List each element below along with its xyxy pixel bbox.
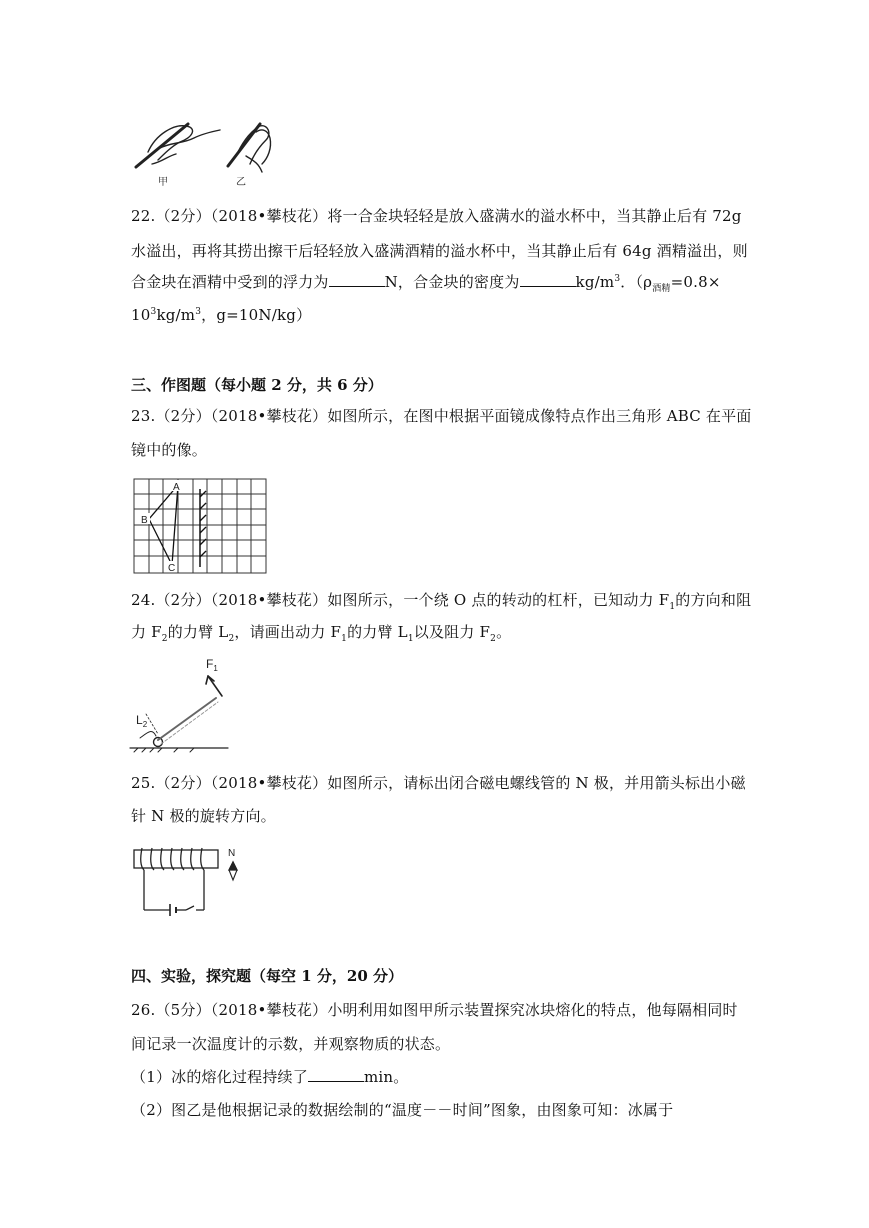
q22-text-a: 合金块在酒精中受到的浮力为 xyxy=(131,273,329,291)
q24-t3: ，请画出动力 F xyxy=(234,623,342,641)
q24-t4: 的力臂 L xyxy=(347,623,408,641)
label-l2-main: L xyxy=(136,713,143,727)
q22-text-b: N，合金块的密度为 xyxy=(384,273,520,291)
q22-sub-d: 酒精 xyxy=(652,284,671,294)
solenoid-figure xyxy=(130,840,250,920)
q25-line1: 25.（2分）（2018•攀枝花）如图所示，请标出闭合磁电螺线管的 N 极，并用箭头标出小磁 xyxy=(131,774,746,792)
label-f1 xyxy=(206,657,218,673)
q22-sup-10: 3 xyxy=(150,307,157,317)
q22-text-e: =0.8× xyxy=(670,273,721,291)
label-yi: 乙 xyxy=(236,177,246,188)
q24-t5: 以及阻力 F xyxy=(413,623,491,641)
q22-text-g: ，g=10N/kg） xyxy=(201,306,312,324)
q24-s4: 1 xyxy=(407,634,414,644)
section3-title: 三、作图题（每小题 2 分，共 6 分） xyxy=(131,376,383,394)
q22-answer-blank-density[interactable] xyxy=(520,272,576,287)
q22-line4 xyxy=(131,305,311,325)
q22-text-10: 10 xyxy=(131,306,151,324)
hands-figure xyxy=(128,112,288,190)
mirror-grid-figure xyxy=(132,477,272,577)
q22-line2: 水溢出，再将其捞出擦干后轻轻放入盛满酒精的溢水杯中，当其静止后有 64g 酒精溢出，则 xyxy=(131,242,748,260)
q22-line3 xyxy=(131,272,721,292)
q22-text-kgm: kg/m xyxy=(156,306,196,324)
q25-line2: 针 N 极的旋转方向。 xyxy=(131,807,276,825)
label-jia: 甲 xyxy=(158,177,168,188)
label-l2 xyxy=(136,713,148,729)
q26-line2: 间记录一次温度计的示数，并观察物质的状态。 xyxy=(131,1035,451,1053)
q24-text-b: 的方向和阻 xyxy=(675,591,752,609)
label-a: A xyxy=(173,482,180,493)
q24-s5: 2 xyxy=(490,634,497,644)
lever-figure xyxy=(128,654,248,754)
q22-sup-kgm: 3 xyxy=(195,307,202,317)
q26-sub1-unit: min。 xyxy=(363,1068,409,1086)
q22-answer-blank-buoyancy[interactable] xyxy=(329,272,385,287)
q24-line2 xyxy=(131,622,511,642)
label-n: N xyxy=(228,848,236,859)
label-f1-sub: 1 xyxy=(213,664,218,673)
q24-s1: 2 xyxy=(161,634,168,644)
label-l2-sub: 2 xyxy=(142,720,148,729)
q22-sup-c: 3 xyxy=(614,274,621,284)
q26-answer-blank-duration[interactable] xyxy=(308,1067,364,1082)
q26-sub1-text: （1）冰的熔化过程持续了 xyxy=(131,1068,308,1086)
label-b: B xyxy=(141,515,148,526)
label-c: C xyxy=(168,563,176,574)
q24-line1 xyxy=(131,590,751,610)
q24-s3: 1 xyxy=(341,634,348,644)
q26-sub1 xyxy=(131,1067,408,1087)
q23-line2: 镜中的像。 xyxy=(131,441,208,459)
q24-t6: 。 xyxy=(496,623,512,641)
section4-title: 四、实验，探究题（每空 1 分，20 分） xyxy=(131,967,403,985)
q24-sub-a: 1 xyxy=(669,602,676,612)
q26-line1: 26.（5分）（2018•攀枝花）小明利用如图甲所示装置探究冰块熔化的特点，他每隔相同时 xyxy=(131,1001,738,1019)
q26-sub2: （2）图乙是他根据记录的数据绘制的“温度－－时间”图象，由图象可知：冰属于 xyxy=(131,1101,674,1119)
q24-t2: 的力臂 L xyxy=(167,623,229,641)
label-f1-main: F xyxy=(206,657,214,671)
q22-text-d: ．（ρ xyxy=(620,273,653,291)
q23-line1: 23.（2分）（2018•攀枝花）如图所示，在图中根据平面镜成像特点作出三角形 ABC 在平面 xyxy=(131,407,752,425)
q22-line1: 22.（2分）（2018•攀枝花）将一合金块轻轻是放入盛满水的溢水杯中，当其静止后有 72g xyxy=(131,207,742,225)
q24-s2: 2 xyxy=(228,634,235,644)
q24-text-a: 24.（2分）（2018•攀枝花）如图所示，一个绕 O 点的转动的杠杆，已知动力 F xyxy=(131,591,670,609)
q22-text-c: kg/m xyxy=(575,273,615,291)
q24-t1: 力 F xyxy=(131,623,162,641)
